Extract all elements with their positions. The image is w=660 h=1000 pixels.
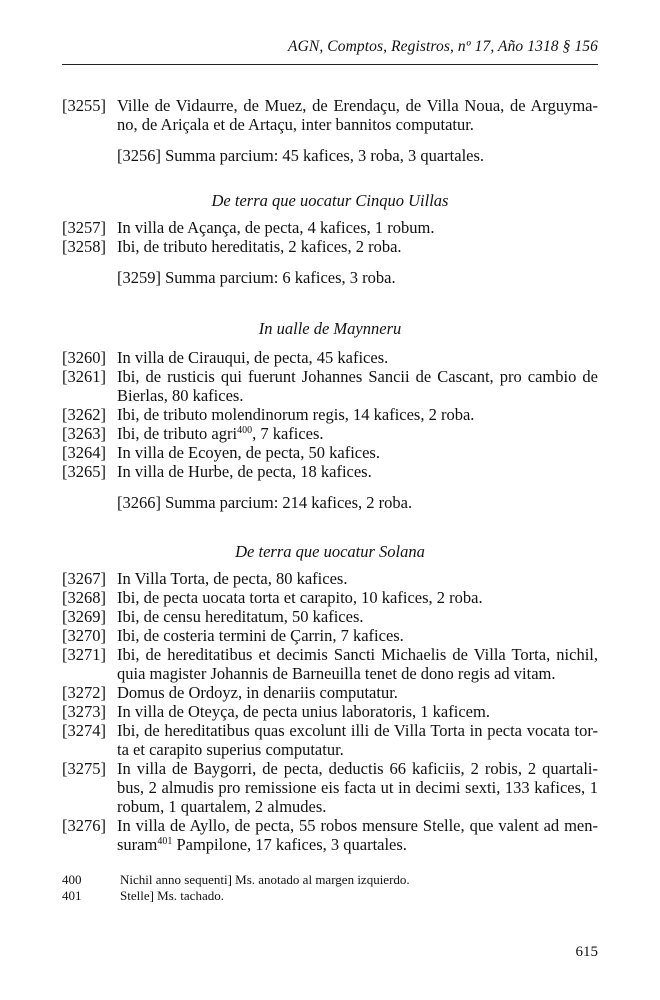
sum-line: [3266] Summa parcium: 214 kafices, 2 roba. bbox=[117, 493, 413, 512]
entry bbox=[62, 683, 598, 702]
entry-text: Ibi, de rusticis qui fuerunt Johannes Sancii de Cascant, pro cambio de Bierlas, 80 kafices. bbox=[117, 367, 598, 405]
section-heading: De terra que uocatur Solana bbox=[235, 542, 425, 561]
entry bbox=[62, 424, 598, 443]
sum-line: [3256] Summa parcium: 45 kafices, 3 roba, 3 quartales. bbox=[117, 146, 485, 165]
entry bbox=[62, 569, 598, 588]
entry-text: Ibi, de hereditatibus et decimis Sancti Michaelis de Villa Torta, nichil, quia magister Johannis de Barneuilla tenet de dono regis ad vitam. bbox=[117, 645, 598, 683]
running-header: AGN, Comptos, Registros, nº 17, Año 1318 § 156 bbox=[288, 38, 598, 55]
entry-number: [3276] bbox=[62, 816, 106, 835]
entry-number: [3270] bbox=[62, 626, 106, 645]
entry bbox=[62, 218, 598, 237]
entry-text: Ibi, de pecta uocata torta et carapito, 10 kafices, 2 roba. bbox=[117, 588, 483, 607]
entry-text: Domus de Ordoyz, in denariis computatur. bbox=[117, 683, 398, 702]
entry-number: [3260] bbox=[62, 348, 106, 367]
entry-number: [3268] bbox=[62, 588, 106, 607]
entry-number: [3267] bbox=[62, 569, 106, 588]
entry-number: [3271] bbox=[62, 645, 106, 664]
entry-text: In villa de Hurbe, de pecta, 18 kafices. bbox=[117, 462, 372, 481]
entry-text: Ibi, de tributo agri bbox=[117, 424, 238, 443]
entry-number: [3258] bbox=[62, 237, 106, 256]
footnote-number: 401 bbox=[62, 888, 82, 903]
entry-text: Ibi, de censu hereditatum, 50 kafices. bbox=[117, 607, 364, 626]
entry-text: , 7 kafices. bbox=[252, 424, 324, 443]
entry-text: In villa de Ayllo, de pecta, 55 robos mensure Stelle, que valent ad men-suram bbox=[117, 816, 598, 854]
entry-number: [3262] bbox=[62, 405, 106, 424]
entry bbox=[62, 367, 598, 405]
footnote-ref: 400 bbox=[237, 425, 253, 436]
entry-number: [3255] bbox=[62, 96, 106, 115]
footnote bbox=[62, 872, 598, 888]
header-rule bbox=[62, 64, 598, 65]
entry-text: Ibi, de hereditatibus quas excolunt illi de Villa Torta in pecta vocata tor-ta et carapito superius computatur. bbox=[117, 721, 598, 759]
entry-text: In villa de Baygorri, de pecta, deductis 66 kaficiis, 2 robis, 2 quartali-bus, 2 almudis pro remissione eis facta ut in decimi sexti, 133 kafices, 1 robum, 1 quartalem, 2 almudes. bbox=[117, 759, 598, 816]
entry-text: In villa de Cirauqui, de pecta, 45 kafices. bbox=[117, 348, 389, 367]
entry bbox=[62, 588, 598, 607]
section-heading: In ualle de Maynneru bbox=[258, 319, 402, 338]
entry-number: [3269] bbox=[62, 607, 106, 626]
entry-number: [3257] bbox=[62, 218, 106, 237]
entry bbox=[62, 348, 598, 367]
entry-number: [3273] bbox=[62, 702, 106, 721]
entry-number: [3261] bbox=[62, 367, 106, 386]
entry-number: [3272] bbox=[62, 683, 106, 702]
page-number: 615 bbox=[575, 944, 598, 960]
entry bbox=[62, 759, 598, 816]
entry-text: In villa de Açança, de pecta, 4 kafices, 1 robum. bbox=[117, 218, 435, 237]
entry-text: Ibi, de tributo hereditatis, 2 kafices, 2 roba. bbox=[117, 237, 402, 256]
entry-text: Ibi, de costeria termini de Çarrin, 7 kafices. bbox=[117, 626, 404, 645]
footnote-text: Nichil anno sequenti] Ms. anotado al margen izquierdo. bbox=[120, 872, 410, 887]
entry bbox=[62, 443, 598, 462]
footnote-number: 400 bbox=[62, 872, 82, 887]
entry bbox=[62, 462, 598, 481]
entry-number: [3264] bbox=[62, 443, 106, 462]
entry-text: In Villa Torta, de pecta, 80 kafices. bbox=[117, 569, 348, 588]
footnote bbox=[62, 888, 598, 904]
entry bbox=[62, 816, 598, 854]
entry-text: In villa de Oteyça, de pecta unius laboratoris, 1 kaficem. bbox=[117, 702, 490, 721]
entry bbox=[62, 702, 598, 721]
entry-text: Ibi, de tributo molendinorum regis, 14 kafices, 2 roba. bbox=[117, 405, 475, 424]
sum-line: [3259] Summa parcium: 6 kafices, 3 roba. bbox=[117, 268, 396, 287]
entry bbox=[62, 721, 598, 759]
entry-number: [3265] bbox=[62, 462, 106, 481]
entry bbox=[62, 405, 598, 424]
entry-text: Pampilone, 17 kafices, 3 quartales. bbox=[172, 835, 407, 854]
entry-number: [3275] bbox=[62, 759, 106, 778]
entry-number: [3274] bbox=[62, 721, 106, 740]
entry-number: [3263] bbox=[62, 424, 106, 443]
entry bbox=[62, 645, 598, 683]
entry bbox=[62, 237, 598, 256]
section-heading: De terra que uocatur Cinquo Uillas bbox=[211, 191, 449, 210]
footnote-ref: 401 bbox=[157, 836, 173, 847]
footnote-text: Stelle] Ms. tachado. bbox=[120, 888, 224, 903]
entry bbox=[62, 607, 598, 626]
entry-text: Ville de Vidaurre, de Muez, de Erendaçu, de Villa Noua, de Arguyma-no, de Ariçala et de Artaçu, inter bannitos computatur. bbox=[117, 96, 598, 134]
entry-text: In villa de Ecoyen, de pecta, 50 kafices. bbox=[117, 443, 380, 462]
entry bbox=[62, 96, 598, 134]
page-body bbox=[62, 96, 598, 854]
footnotes bbox=[62, 872, 598, 904]
entry bbox=[62, 626, 598, 645]
